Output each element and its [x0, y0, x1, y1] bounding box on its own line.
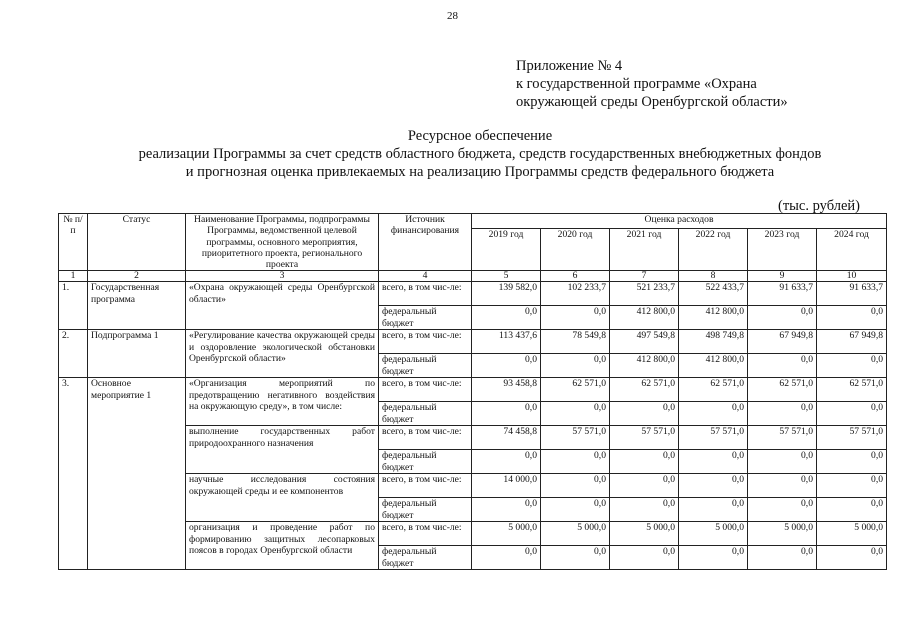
header-year: 2022 год	[679, 229, 748, 271]
value-cell: 0,0	[541, 354, 610, 378]
value-cell: 412 800,0	[679, 306, 748, 330]
value-cell: 0,0	[610, 546, 679, 570]
value-cell: 57 571,0	[541, 426, 610, 450]
source-federal: федеральный бюджет	[379, 306, 472, 330]
value-cell: 5 000,0	[817, 522, 887, 546]
value-cell: 0,0	[541, 474, 610, 498]
value-cell: 0,0	[610, 402, 679, 426]
row-name: «Организация мероприятий по предотвращению негативного воздействия на окружающую среду», в том числе:	[186, 378, 379, 426]
value-cell: 0,0	[472, 354, 541, 378]
appendix-line: к государственной программе «Охрана	[516, 76, 757, 92]
col-number: 5	[472, 271, 541, 282]
value-cell: 91 633,7	[748, 282, 817, 306]
row-status: Подпрограмма 1	[88, 330, 186, 378]
value-cell: 522 433,7	[679, 282, 748, 306]
row-number: 2.	[59, 330, 88, 378]
value-cell: 0,0	[748, 498, 817, 522]
value-cell: 14 000,0	[472, 474, 541, 498]
value-cell: 0,0	[748, 402, 817, 426]
value-cell: 412 800,0	[610, 306, 679, 330]
value-cell: 0,0	[748, 354, 817, 378]
table-row	[59, 282, 887, 306]
value-cell: 0,0	[679, 450, 748, 474]
value-cell: 0,0	[748, 450, 817, 474]
value-cell: 0,0	[472, 306, 541, 330]
value-cell: 0,0	[472, 402, 541, 426]
value-cell: 91 633,7	[817, 282, 887, 306]
source-total: всего, в том чис-ле:	[379, 378, 472, 402]
row-number: 3.	[59, 378, 88, 570]
row-number: 1.	[59, 282, 88, 330]
value-cell: 0,0	[817, 474, 887, 498]
col-number: 1	[59, 271, 88, 282]
col-number: 6	[541, 271, 610, 282]
source-total: всего, в том чис-ле:	[379, 474, 472, 498]
value-cell: 0,0	[817, 402, 887, 426]
value-cell: 0,0	[679, 498, 748, 522]
value-cell: 0,0	[748, 306, 817, 330]
value-cell: 57 571,0	[748, 426, 817, 450]
value-cell: 57 571,0	[610, 426, 679, 450]
value-cell: 5 000,0	[472, 522, 541, 546]
value-cell: 0,0	[817, 450, 887, 474]
value-cell: 0,0	[817, 306, 887, 330]
value-cell: 0,0	[472, 498, 541, 522]
value-cell: 62 571,0	[610, 378, 679, 402]
value-cell: 62 571,0	[817, 378, 887, 402]
source-total: всего, в том чис-ле:	[379, 522, 472, 546]
header-year: 2021 год	[610, 229, 679, 271]
value-cell: 67 949,8	[817, 330, 887, 354]
source-federal: федеральный бюджет	[379, 546, 472, 570]
value-cell: 62 571,0	[541, 378, 610, 402]
header-num: № п/п	[59, 214, 88, 271]
header-name: Наименование Программы, подпрограммы Программы, ведомственной целевой программы, основного мероприятия, приоритетного проекта, регионального проекта	[186, 214, 379, 271]
value-cell: 139 582,0	[472, 282, 541, 306]
row-name: организация и проведение работ по формированию защитных лесопарковых поясов в городах Оренбургской области	[186, 522, 379, 570]
value-cell: 57 571,0	[679, 426, 748, 450]
source-total: всего, в том чис-ле:	[379, 330, 472, 354]
value-cell: 0,0	[748, 474, 817, 498]
value-cell: 0,0	[817, 354, 887, 378]
value-cell: 412 800,0	[679, 354, 748, 378]
header-year: 2019 год	[472, 229, 541, 271]
source-federal: федеральный бюджет	[379, 450, 472, 474]
header-year: 2024 год	[817, 229, 887, 271]
header-year: 2023 год	[748, 229, 817, 271]
source-federal: федеральный бюджет	[379, 402, 472, 426]
value-cell: 5 000,0	[541, 522, 610, 546]
row-status: Основное мероприятие 1	[88, 378, 186, 570]
value-cell: 521 233,7	[610, 282, 679, 306]
title-line: и прогнозная оценка привлекаемых на реализацию Программы средств федерального бюджета	[185, 164, 775, 180]
value-cell: 62 571,0	[748, 378, 817, 402]
value-cell: 0,0	[679, 474, 748, 498]
value-cell: 5 000,0	[610, 522, 679, 546]
value-cell: 498 749,8	[679, 330, 748, 354]
header-source: Источник финансирования	[379, 214, 472, 271]
appendix-line: окружающей среды Оренбургской области»	[516, 94, 788, 110]
title-line: Ресурсное обеспечение	[407, 128, 553, 144]
col-number: 10	[817, 271, 887, 282]
value-cell: 412 800,0	[610, 354, 679, 378]
value-cell: 62 571,0	[679, 378, 748, 402]
value-cell: 0,0	[541, 402, 610, 426]
value-cell: 0,0	[541, 306, 610, 330]
value-cell: 0,0	[472, 450, 541, 474]
units-label: (тыс. рублей)	[778, 198, 860, 214]
value-cell: 0,0	[472, 546, 541, 570]
value-cell: 0,0	[610, 474, 679, 498]
source-federal: федеральный бюджет	[379, 354, 472, 378]
value-cell: 0,0	[679, 402, 748, 426]
value-cell: 0,0	[748, 546, 817, 570]
col-number: 4	[379, 271, 472, 282]
header-year: 2020 год	[541, 229, 610, 271]
col-number: 3	[186, 271, 379, 282]
row-name: «Регулирование качества окружающей среды и оздоровление экологической обстановки Оренбургской области»	[186, 330, 379, 378]
value-cell: 0,0	[679, 546, 748, 570]
source-total: всего, в том чис-ле:	[379, 282, 472, 306]
table-row	[59, 378, 887, 402]
value-cell: 0,0	[610, 450, 679, 474]
col-number: 7	[610, 271, 679, 282]
value-cell: 78 549,8	[541, 330, 610, 354]
col-number: 9	[748, 271, 817, 282]
row-name: «Охрана окружающей среды Оренбургской области»	[186, 282, 379, 330]
header-status: Статус	[88, 214, 186, 271]
value-cell: 497 549,8	[610, 330, 679, 354]
value-cell: 57 571,0	[817, 426, 887, 450]
value-cell: 102 233,7	[541, 282, 610, 306]
title-line: реализации Программы за счет средств областного бюджета, средств государственных внебюджетных фондов	[138, 146, 822, 162]
row-status: Государственная программа	[88, 282, 186, 330]
value-cell: 0,0	[817, 498, 887, 522]
value-cell: 0,0	[610, 498, 679, 522]
source-total: всего, в том чис-ле:	[379, 426, 472, 450]
value-cell: 5 000,0	[748, 522, 817, 546]
value-cell: 93 458,8	[472, 378, 541, 402]
resource-table	[58, 213, 887, 570]
value-cell: 113 437,6	[472, 330, 541, 354]
value-cell: 67 949,8	[748, 330, 817, 354]
document-title	[0, 127, 905, 181]
row-name: выполнение государственных работ природоохранного назначения	[186, 426, 379, 474]
value-cell: 5 000,0	[679, 522, 748, 546]
header-estimate: Оценка расходов	[472, 214, 887, 229]
value-cell: 0,0	[541, 450, 610, 474]
page-number: 28	[447, 10, 458, 22]
source-federal: федеральный бюджет	[379, 498, 472, 522]
value-cell: 0,0	[541, 546, 610, 570]
appendix-line: Приложение № 4	[516, 58, 623, 74]
value-cell: 0,0	[541, 498, 610, 522]
appendix-block	[516, 57, 788, 111]
value-cell: 0,0	[817, 546, 887, 570]
table-row	[59, 330, 887, 354]
row-name: научные исследования состояния окружающей среды и ее компонентов	[186, 474, 379, 522]
col-number: 8	[679, 271, 748, 282]
value-cell: 74 458,8	[472, 426, 541, 450]
col-number: 2	[88, 271, 186, 282]
